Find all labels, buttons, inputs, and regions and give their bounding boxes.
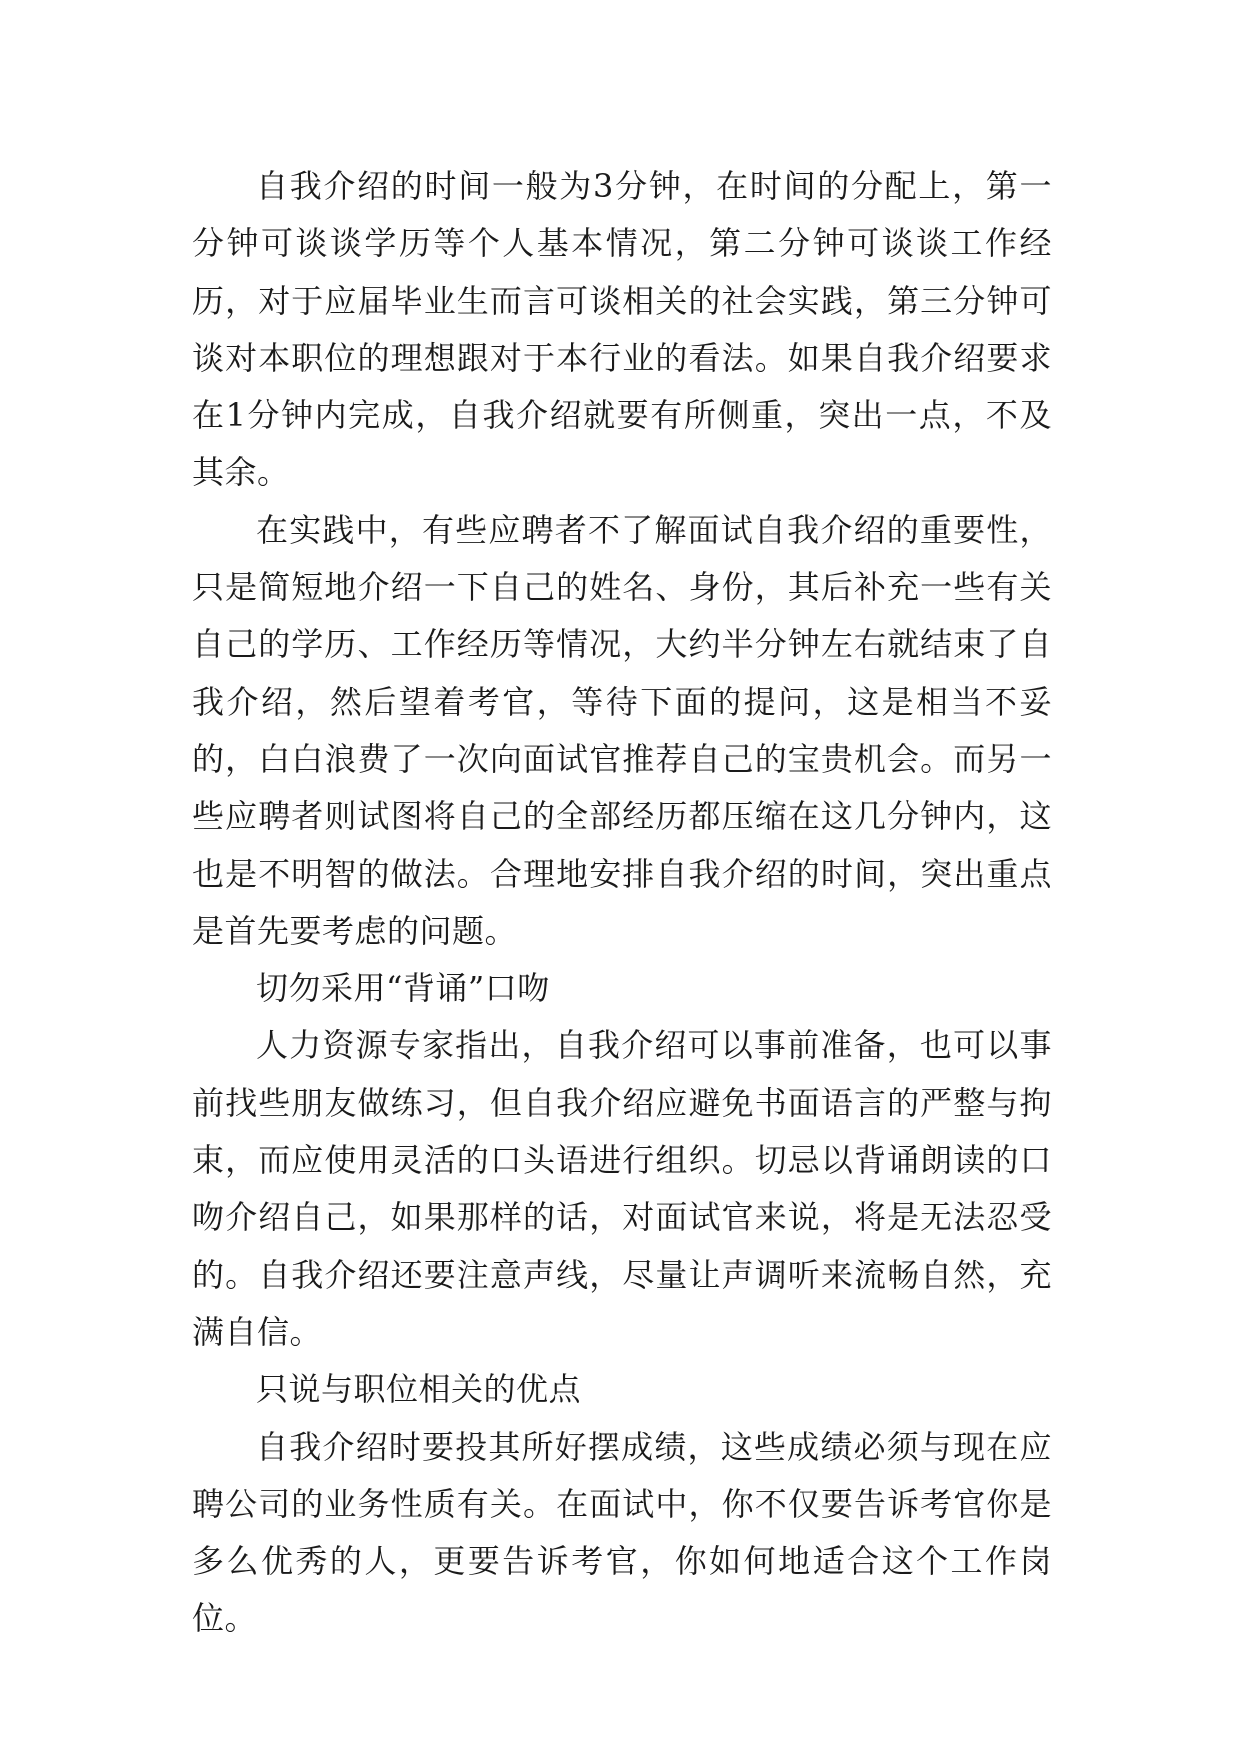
section-heading-relevant-strengths: 只说与职位相关的优点 — [256, 1370, 582, 1409]
paragraph-relevant-strengths: 自我介绍时要投其所好摆成绩，这些成绩必须与现在应聘公司的业务性质有关。在面试中，你不仅要告诉考官你是多么优秀的人，更要告诉考官，你如何地适合这个工作岗位。 — [192, 1427, 1052, 1638]
paragraph-importance: 在实践中，有些应聘者不了解面试自我介绍的重要性，只是简短地介绍一下自己的姓名、身份，其后补充一些有关自己的学历、工作经历等情况，大约半分钟左右就结束了自我介绍，然后望着考官，等待下面的提问，这是相当不妥的，白白浪费了一次向面试官推荐自己的宝贵机会。而另一些应聘者则试图将自己的全部经历都压缩在这几分钟内，这也是不明智的做法。合理地安排自我介绍的时间，突出重点是首先要考虑的问题。 — [192, 510, 1052, 950]
paragraph-no-recitation: 人力资源专家指出，自我介绍可以事前准备，也可以事前找些朋友做练习，但自我介绍应避免书面语言的严整与拘束，而应使用灵活的口头语进行组织。切忌以背诵朗读的口吻介绍自己，如果那样的话，对面试官来说，将是无法忍受的。自我介绍还要注意声线，尽量让声调听来流畅自然，充满自信。 — [192, 1026, 1052, 1351]
document-body — [192, 158, 1052, 1648]
section-heading-no-recitation: 切勿采用“背诵”口吻 — [256, 969, 550, 1008]
paragraph-time-allocation: 自我介绍的时间一般为3分钟，在时间的分配上，第一分钟可谈谈学历等个人基本情况，第二分钟可谈谈工作经历，对于应届毕业生而言可谈相关的社会实践，第三分钟可谈对本职位的理想跟对于本行业的看法。如果自我介绍要求在1分钟内完成，自我介绍就要有所侧重，突出一点，不及其余。 — [192, 167, 1052, 492]
